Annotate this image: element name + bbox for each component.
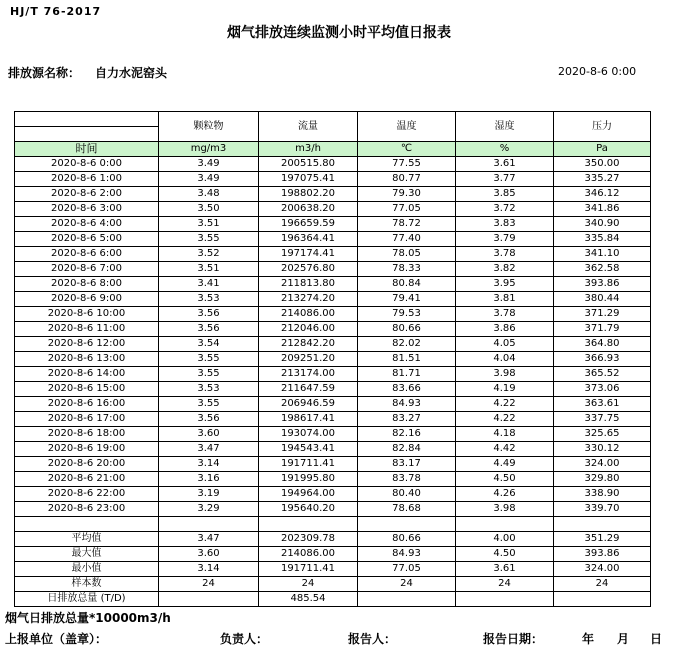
row-value: 3.72: [456, 202, 554, 217]
row-value: 340.90: [554, 217, 651, 232]
row-value: 81.71: [358, 367, 456, 382]
row-value: 81.51: [358, 352, 456, 367]
row-time: 2020-8-6 7:00: [15, 262, 159, 277]
row-value: 4.22: [456, 397, 554, 412]
row-value: 3.52: [159, 247, 259, 262]
row-value: 3.56: [159, 412, 259, 427]
table-row: [15, 457, 651, 472]
row-value: 3.47: [159, 442, 259, 457]
row-value: 78.68: [358, 502, 456, 517]
row-value: 3.77: [456, 172, 554, 187]
report-table: [14, 111, 651, 607]
row-value: 84.93: [358, 397, 456, 412]
row-time: 2020-8-6 5:00: [15, 232, 159, 247]
row-value: 3.81: [456, 292, 554, 307]
table-row: [15, 172, 651, 187]
row-value: 4.18: [456, 427, 554, 442]
column-header-humidity: 湿度: [456, 112, 554, 142]
table-row: [15, 352, 651, 367]
row-time: 2020-8-6 17:00: [15, 412, 159, 427]
row-time: 2020-8-6 12:00: [15, 337, 159, 352]
unit-cell: ℃: [358, 142, 456, 157]
row-value: 3.51: [159, 217, 259, 232]
row-value: 329.80: [554, 472, 651, 487]
source-name-value: 自力水泥窑头: [95, 66, 168, 80]
row-time: 2020-8-6 6:00: [15, 247, 159, 262]
summary-value: 24: [456, 577, 554, 592]
row-value: 3.78: [456, 247, 554, 262]
row-time: 2020-8-6 4:00: [15, 217, 159, 232]
summary-row: [15, 547, 651, 562]
unit-cell: m3/h: [259, 142, 358, 157]
responsible-person-label: 负责人：: [220, 632, 269, 646]
unit-cell: Pa: [554, 142, 651, 157]
row-value: 80.77: [358, 172, 456, 187]
row-value: 3.86: [456, 322, 554, 337]
header-blank-bottom-cell: [15, 127, 159, 142]
row-value: 191711.41: [259, 457, 358, 472]
column-header-flow: 流量: [259, 112, 358, 142]
row-value: 79.41: [358, 292, 456, 307]
summary-value: [554, 592, 651, 607]
summary-value: 485.54: [259, 592, 358, 607]
empty-cell: [259, 517, 358, 532]
row-time: 2020-8-6 21:00: [15, 472, 159, 487]
table-row: [15, 412, 651, 427]
row-value: 393.86: [554, 277, 651, 292]
summary-value: 24: [259, 577, 358, 592]
row-value: 3.83: [456, 217, 554, 232]
row-value: 78.33: [358, 262, 456, 277]
row-value: 3.61: [456, 157, 554, 172]
row-value: 200638.20: [259, 202, 358, 217]
row-value: 363.61: [554, 397, 651, 412]
row-value: 3.14: [159, 457, 259, 472]
row-value: 4.26: [456, 487, 554, 502]
row-value: 212842.20: [259, 337, 358, 352]
row-time: 2020-8-6 3:00: [15, 202, 159, 217]
summary-label: 最小值: [15, 562, 159, 577]
page-title: 烟气排放连续监测小时平均值日报表: [227, 25, 451, 41]
empty-cell: [456, 517, 554, 532]
row-value: 337.75: [554, 412, 651, 427]
row-value: 80.84: [358, 277, 456, 292]
row-value: 324.00: [554, 457, 651, 472]
table-row: [15, 187, 651, 202]
row-value: 198617.41: [259, 412, 358, 427]
row-value: 79.30: [358, 187, 456, 202]
row-time: 2020-8-6 14:00: [15, 367, 159, 382]
table-row: [15, 262, 651, 277]
header-row-top: [15, 112, 651, 127]
row-value: 3.85: [456, 187, 554, 202]
row-time: 2020-8-6 0:00: [15, 157, 159, 172]
row-value: 82.02: [358, 337, 456, 352]
row-value: 83.66: [358, 382, 456, 397]
row-value: 214086.00: [259, 307, 358, 322]
row-value: 80.66: [358, 322, 456, 337]
row-value: 3.82: [456, 262, 554, 277]
empty-cell: [554, 517, 651, 532]
row-value: 80.40: [358, 487, 456, 502]
row-time: 2020-8-6 8:00: [15, 277, 159, 292]
report-unit-label: 上报单位（盖章）：: [5, 632, 108, 646]
column-header-particulate: 颗粒物: [159, 112, 259, 142]
row-value: 3.78: [456, 307, 554, 322]
row-value: 194964.00: [259, 487, 358, 502]
summary-value: 24: [159, 577, 259, 592]
row-value: 3.55: [159, 232, 259, 247]
summary-row: [15, 577, 651, 592]
summary-value: 4.50: [456, 547, 554, 562]
row-value: 83.78: [358, 472, 456, 487]
summary-row: [15, 562, 651, 577]
row-time: 2020-8-6 23:00: [15, 502, 159, 517]
row-value: 3.54: [159, 337, 259, 352]
row-value: 4.50: [456, 472, 554, 487]
summary-value: 3.61: [456, 562, 554, 577]
row-value: 200515.80: [259, 157, 358, 172]
row-value: 3.53: [159, 382, 259, 397]
header-rows: [15, 112, 651, 157]
summary-value: 393.86: [554, 547, 651, 562]
row-value: 77.55: [358, 157, 456, 172]
summary-value: 84.93: [358, 547, 456, 562]
column-header-temperature: 温度: [358, 112, 456, 142]
table-row: [15, 202, 651, 217]
row-value: 338.90: [554, 487, 651, 502]
row-value: 341.10: [554, 247, 651, 262]
signature-line: [0, 630, 678, 646]
summary-value: 24: [554, 577, 651, 592]
table-row: [15, 337, 651, 352]
summary-value: 202309.78: [259, 532, 358, 547]
summary-value: 77.05: [358, 562, 456, 577]
row-value: 346.12: [554, 187, 651, 202]
summary-label: 日排放总量 (T/D): [15, 592, 159, 607]
summary-row: [15, 532, 651, 547]
total-emission-note: 烟气日排放总量*10000m3/h: [5, 611, 171, 625]
row-value: 364.80: [554, 337, 651, 352]
header-blank-top-cell: [15, 112, 159, 127]
summary-row: [15, 592, 651, 607]
units-row: [15, 142, 651, 157]
row-value: 4.19: [456, 382, 554, 397]
row-value: 380.44: [554, 292, 651, 307]
row-value: 77.05: [358, 202, 456, 217]
hour-rows: [15, 157, 651, 532]
summary-value: 80.66: [358, 532, 456, 547]
standard-number: HJ/T 76-2017: [10, 5, 102, 18]
summary-rows: [15, 532, 651, 607]
day-label: 日: [650, 632, 663, 646]
table-row: [15, 277, 651, 292]
column-header-pressure: 压力: [554, 112, 651, 142]
summary-value: 324.00: [554, 562, 651, 577]
row-value: 3.53: [159, 292, 259, 307]
row-value: 335.27: [554, 172, 651, 187]
summary-value: [456, 592, 554, 607]
row-value: 350.00: [554, 157, 651, 172]
row-time: 2020-8-6 20:00: [15, 457, 159, 472]
source-name-label: 排放源名称：: [8, 66, 81, 80]
row-value: 3.98: [456, 367, 554, 382]
row-value: 77.40: [358, 232, 456, 247]
row-value: 213174.00: [259, 367, 358, 382]
row-value: 78.72: [358, 217, 456, 232]
table-row: [15, 157, 651, 172]
unit-cell: %: [456, 142, 554, 157]
month-label: 月: [617, 632, 630, 646]
row-value: 198802.20: [259, 187, 358, 202]
table-row: [15, 217, 651, 232]
row-value: 3.95: [456, 277, 554, 292]
row-time: 2020-8-6 9:00: [15, 292, 159, 307]
row-value: 335.84: [554, 232, 651, 247]
summary-label: 最大值: [15, 547, 159, 562]
row-value: 211647.59: [259, 382, 358, 397]
row-value: 373.06: [554, 382, 651, 397]
summary-value: [358, 592, 456, 607]
row-value: 78.05: [358, 247, 456, 262]
row-time: 2020-8-6 15:00: [15, 382, 159, 397]
spacer-row: [15, 517, 651, 532]
row-value: 3.55: [159, 367, 259, 382]
row-value: 191995.80: [259, 472, 358, 487]
table-row: [15, 472, 651, 487]
table-row: [15, 307, 651, 322]
row-value: 79.53: [358, 307, 456, 322]
row-value: 3.79: [456, 232, 554, 247]
row-value: 3.55: [159, 352, 259, 367]
row-value: 197174.41: [259, 247, 358, 262]
row-value: 213274.20: [259, 292, 358, 307]
row-value: 197075.41: [259, 172, 358, 187]
summary-value: [159, 592, 259, 607]
row-value: 4.42: [456, 442, 554, 457]
row-value: 3.19: [159, 487, 259, 502]
row-value: 82.16: [358, 427, 456, 442]
summary-value: 24: [358, 577, 456, 592]
row-value: 341.86: [554, 202, 651, 217]
report-date-label: 报告日期：: [483, 632, 544, 646]
summary-value: 3.47: [159, 532, 259, 547]
row-value: 212046.00: [259, 322, 358, 337]
row-value: 4.04: [456, 352, 554, 367]
summary-label: 样本数: [15, 577, 159, 592]
row-time: 2020-8-6 1:00: [15, 172, 159, 187]
row-time: 2020-8-6 18:00: [15, 427, 159, 442]
row-value: 371.79: [554, 322, 651, 337]
row-value: 211813.80: [259, 277, 358, 292]
summary-value: 3.60: [159, 547, 259, 562]
row-value: 195640.20: [259, 502, 358, 517]
row-time: 2020-8-6 19:00: [15, 442, 159, 457]
summary-value: 4.00: [456, 532, 554, 547]
row-value: 3.56: [159, 307, 259, 322]
table-row: [15, 442, 651, 457]
row-time: 2020-8-6 22:00: [15, 487, 159, 502]
row-value: 83.17: [358, 457, 456, 472]
summary-value: 214086.00: [259, 547, 358, 562]
row-value: 4.49: [456, 457, 554, 472]
time-header-cell: 时间: [15, 142, 159, 157]
row-value: 194543.41: [259, 442, 358, 457]
table-row: [15, 427, 651, 442]
reporter-label: 报告人：: [348, 632, 397, 646]
summary-label: 平均值: [15, 532, 159, 547]
summary-value: 3.14: [159, 562, 259, 577]
row-value: 209251.20: [259, 352, 358, 367]
row-value: 3.29: [159, 502, 259, 517]
row-value: 83.27: [358, 412, 456, 427]
row-value: 3.49: [159, 157, 259, 172]
row-value: 362.58: [554, 262, 651, 277]
row-value: 3.50: [159, 202, 259, 217]
row-value: 196364.41: [259, 232, 358, 247]
row-value: 3.55: [159, 397, 259, 412]
report-datetime: 2020-8-6 0:00: [558, 65, 637, 78]
row-value: 330.12: [554, 442, 651, 457]
unit-cell: mg/m3: [159, 142, 259, 157]
row-value: 366.93: [554, 352, 651, 367]
row-value: 196659.59: [259, 217, 358, 232]
empty-cell: [159, 517, 259, 532]
table-row: [15, 397, 651, 412]
table-row: [15, 502, 651, 517]
row-time: 2020-8-6 2:00: [15, 187, 159, 202]
row-time: 2020-8-6 16:00: [15, 397, 159, 412]
row-time: 2020-8-6 13:00: [15, 352, 159, 367]
row-time: 2020-8-6 11:00: [15, 322, 159, 337]
row-value: 4.22: [456, 412, 554, 427]
summary-value: 351.29: [554, 532, 651, 547]
table-row: [15, 487, 651, 502]
row-value: 193074.00: [259, 427, 358, 442]
row-value: 3.51: [159, 262, 259, 277]
table-row: [15, 322, 651, 337]
empty-cell: [15, 517, 159, 532]
summary-value: 191711.41: [259, 562, 358, 577]
table-row: [15, 232, 651, 247]
row-value: 3.56: [159, 322, 259, 337]
row-value: 3.60: [159, 427, 259, 442]
row-value: 3.48: [159, 187, 259, 202]
row-time: 2020-8-6 10:00: [15, 307, 159, 322]
empty-cell: [358, 517, 456, 532]
table-row: [15, 382, 651, 397]
row-value: 339.70: [554, 502, 651, 517]
row-value: 82.84: [358, 442, 456, 457]
row-value: 202576.80: [259, 262, 358, 277]
table-row: [15, 292, 651, 307]
table-row: [15, 367, 651, 382]
row-value: 206946.59: [259, 397, 358, 412]
row-value: 325.65: [554, 427, 651, 442]
row-value: 3.49: [159, 172, 259, 187]
row-value: 3.98: [456, 502, 554, 517]
row-value: 4.05: [456, 337, 554, 352]
row-value: 3.41: [159, 277, 259, 292]
info-line: [0, 64, 678, 80]
row-value: 3.16: [159, 472, 259, 487]
table-row: [15, 247, 651, 262]
row-value: 365.52: [554, 367, 651, 382]
year-label: 年: [582, 632, 595, 646]
row-value: 371.29: [554, 307, 651, 322]
